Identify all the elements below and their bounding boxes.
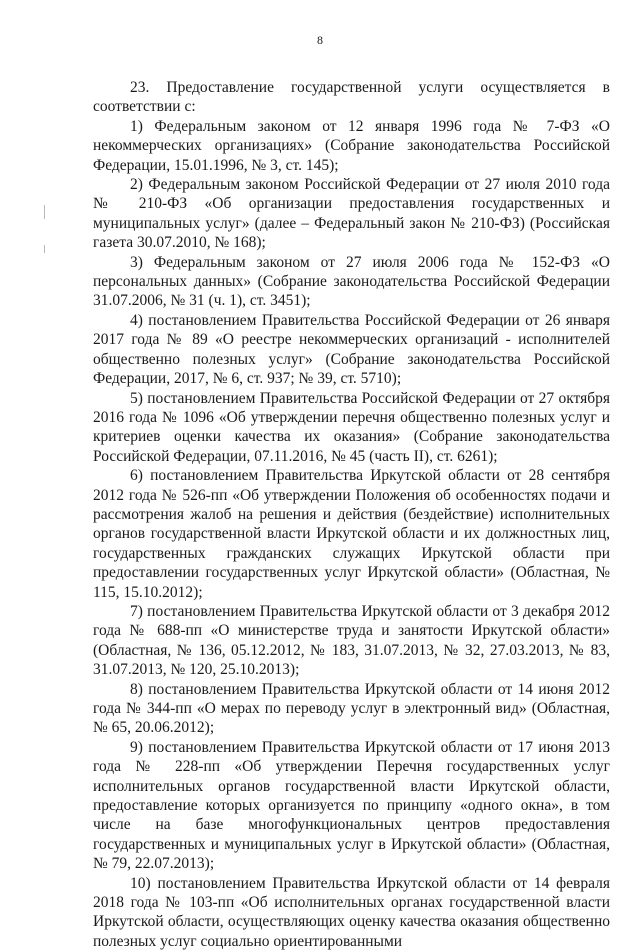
paragraph-item-2: 2) Федеральным законом Российской Федерации от 27 июля 2010 года № 210-ФЗ «Об организации предоставления государственных и муниципальных услуг» (далее – Федеральный закон № 210-ФЗ) (Российская газета 30.07.2010, № 168); bbox=[93, 176, 610, 252]
paragraph-item-9: 9) постановлением Правительства Иркутской области от 17 июня 2013 года № 228-пп «Об утверждении Перечня государственных услуг исполнительных органов государственной власти Иркутской области, предоставление которых организуется по принципу «одного окна», в том числе на базе многофункциональных центров предоставления государственных и муниципальных услуг в Иркутской области» (Областная, № 79, 22.07.2013); bbox=[93, 738, 610, 873]
paragraph-item-5: 5) постановлением Правительства Российской Федерации от 27 октября 2016 года № 1096 «Об утверждении перечня общественно полезных услуг и критериев оценки качества их оказания» (Собрание законодательства Российской Федерации, 07.11.2016, № 45 (часть II), ст. 6261); bbox=[93, 389, 610, 465]
paragraph-item-8: 8) постановлением Правительства Иркутской области от 14 июня 2012 года № 344-пп «О мерах по переводу услуг в электронный вид» (Областная, № 65, 20.06.2012); bbox=[93, 680, 610, 737]
page-number: 8 bbox=[317, 33, 323, 47]
paragraph-item-10: 10) постановлением Правительства Иркутской области от 14 февраля 2018 года № 103-пп «Об исполнительных органах государственной власти Иркутской области, осуществляющих оценку качества оказания общественно полезных услуг социально ориентированными bbox=[93, 874, 610, 950]
scan-margin-mark bbox=[44, 205, 45, 219]
paragraph-item-1: 1) Федеральным законом от 12 января 1996 года № 7-ФЗ «О некоммерческих организациях» (Собрание законодательства Российской Федерации, 15.01.1996, № 3, ст. 145); bbox=[93, 117, 610, 174]
paragraph-23-intro: 23. Предоставление государственной услуги осуществляется в соответствии с: bbox=[93, 79, 610, 116]
document-body bbox=[93, 78, 610, 951]
scan-margin-mark bbox=[44, 245, 45, 253]
paragraph-item-3: 3) Федеральным законом от 27 июля 2006 года № 152-ФЗ «О персональных данных» (Собрание законодательства Российской Федерации 31.07.2006, № 31 (ч. 1), ст. 3451); bbox=[93, 253, 610, 310]
paragraph-item-6: 6) постановлением Правительства Иркутской области от 28 сентября 2012 года № 526-пп «Об утверждении Положения об особенностях подачи и рассмотрения жалоб на решения и действия (бездействие) исполнительных органов государственной власти Иркутской области и их должностных лиц, государственных гражданских служащих Иркутской области при предоставлении государственных услуг Иркутской области» (Областная, № 115, 15.10.2012); bbox=[93, 467, 610, 601]
paragraph-item-7: 7) постановлением Правительства Иркутской области от 3 декабря 2012 года № 688-пп «О министерстве труда и занятости Иркутской области» (Областная, № 136, 05.12.2012, № 183, 31.07.2013, № 32, 27.03.2013, № 83, 31.07.2013, № 120, 25.10.2013); bbox=[93, 602, 610, 679]
paragraph-item-4: 4) постановлением Правительства Российской Федерации от 26 января 2017 года № 89 «О реестре некоммерческих организаций - исполнителей общественно полезных услуг» (Собрание законодательства Российской Федерации, 2017, № 6, ст. 937; № 39, ст. 5710); bbox=[93, 311, 610, 388]
